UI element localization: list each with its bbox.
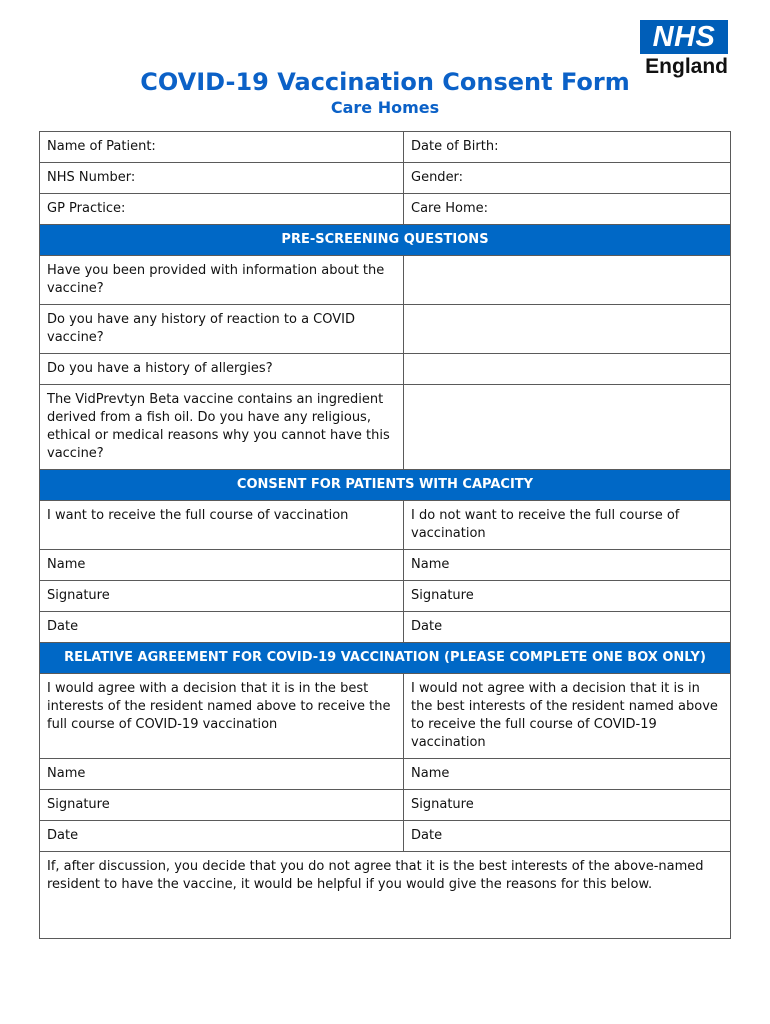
consent-choice-row [40,501,731,550]
consent-accept-date-field[interactable]: Date [40,612,404,643]
care-home-field[interactable]: Care Home: [404,194,731,225]
relative-heading: RELATIVE AGREEMENT FOR COVID-19 VACCINATION (PLEASE COMPLETE ONE BOX ONLY) [40,643,731,674]
consent-form-table [39,131,731,939]
consent-accept-name-field[interactable]: Name [40,550,404,581]
relative-agree-name-field[interactable]: Name [40,759,404,790]
question-fish-oil: The VidPrevtyn Beta vaccine contains an ingredient derived from a fish oil. Do you have any religious, ethical or medical reasons why you cannot have this vaccine? [40,385,404,470]
question-allergies: Do you have a history of allergies? [40,354,404,385]
page-subtitle: Care Homes [330,98,440,117]
answer-allergies[interactable] [404,354,731,385]
consent-header-row [40,470,731,501]
reasons-row [40,852,731,939]
patient-row-2 [40,163,731,194]
consent-decline-date-field[interactable]: Date [404,612,731,643]
consent-decline-signature-field[interactable]: Signature [404,581,731,612]
relative-agree-signature-field[interactable]: Signature [40,790,404,821]
patient-row-1 [40,132,731,163]
question-row [40,385,731,470]
question-row [40,354,731,385]
consent-accept-signature-field[interactable]: Signature [40,581,404,612]
relative-name-row [40,759,731,790]
consent-date-row [40,612,731,643]
relative-agree-date-field[interactable]: Date [40,821,404,852]
answer-reaction-history[interactable] [404,305,731,354]
question-row [40,305,731,354]
relative-disagree-name-field[interactable]: Name [404,759,731,790]
answer-fish-oil[interactable] [404,385,731,470]
relative-signature-row [40,790,731,821]
question-row [40,256,731,305]
relative-header-row [40,643,731,674]
relative-date-row [40,821,731,852]
relative-disagree-signature-field[interactable]: Signature [404,790,731,821]
consent-accept-box[interactable]: I want to receive the full course of vaccination [40,501,404,550]
consent-heading: CONSENT FOR PATIENTS WITH CAPACITY [40,470,731,501]
consent-name-row [40,550,731,581]
relative-agree-box[interactable]: I would agree with a decision that it is in the best interests of the resident named above to receive the full course of COVID-19 vaccination [40,674,404,759]
patient-name-field[interactable]: Name of Patient: [40,132,404,163]
consent-signature-row [40,581,731,612]
question-info-provided: Have you been provided with information about the vaccine? [40,256,404,305]
date-of-birth-field[interactable]: Date of Birth: [404,132,731,163]
patient-row-3 [40,194,731,225]
nhs-logo-region: England [645,55,728,78]
relative-disagree-box[interactable]: I would not agree with a decision that it is in the best interests of the resident named above to receive the full course of COVID-19 vaccination [404,674,731,759]
nhs-logo-box: NHS [640,20,728,54]
answer-info-provided[interactable] [404,256,731,305]
consent-decline-name-field[interactable]: Name [404,550,731,581]
gp-practice-field[interactable]: GP Practice: [40,194,404,225]
page-title: COVID-19 Vaccination Consent Form [140,68,630,96]
reasons-field[interactable]: If, after discussion, you decide that you do not agree that it is the best interests of the above-named resident to have the vaccine, it would be helpful if you would give the reasons for this below. [40,852,731,939]
prescreening-heading: PRE-SCREENING QUESTIONS [40,225,731,256]
question-reaction-history: Do you have any history of reaction to a COVID vaccine? [40,305,404,354]
prescreening-header-row [40,225,731,256]
relative-choice-row [40,674,731,759]
gender-field[interactable]: Gender: [404,163,731,194]
nhs-number-field[interactable]: NHS Number: [40,163,404,194]
relative-disagree-date-field[interactable]: Date [404,821,731,852]
consent-decline-box[interactable]: I do not want to receive the full course of vaccination [404,501,731,550]
